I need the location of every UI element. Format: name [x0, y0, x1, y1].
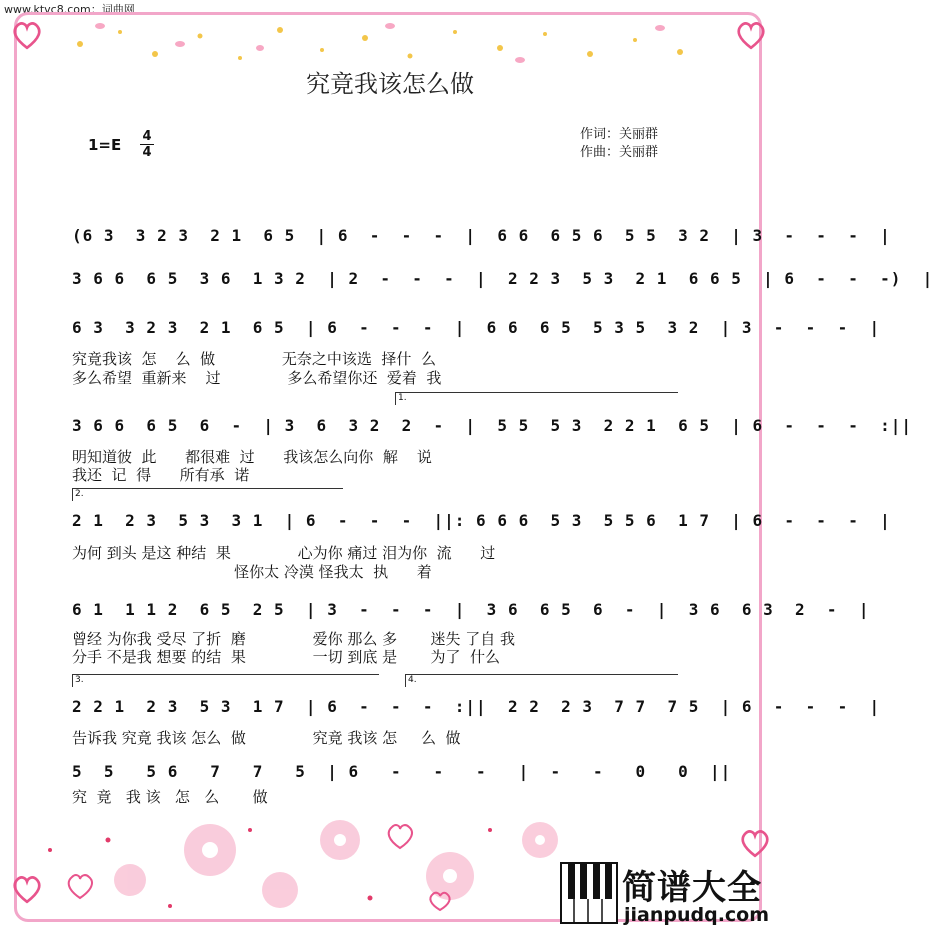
logo-url: jianpudq.com [624, 904, 770, 926]
time-signature [140, 130, 154, 159]
volta-bracket: 3. [72, 674, 379, 687]
notes-line: 2 1 2 3 5 3 3 1 | 6 - - - ||: 6 6 6 5 3 5 5 6 1 7 | 6 - - - | [72, 511, 891, 530]
notes-line: 3 6 6 6 5 3 6 1 3 2 | 2 - - - | 2 2 3 5 3 2 1 6 6 5 | 6 - - -) | [72, 269, 933, 288]
lyric-line: 究 竟 我 该 怎 么 做 [72, 788, 268, 806]
lyricist-credit: 作词：关丽群 [580, 127, 659, 142]
composer-credit: 作曲：关丽群 [580, 145, 659, 160]
lyric-line: 分手 不是我 想要 的结 果 一切 到底 是 为了 什么 [72, 648, 501, 666]
heart-icon [10, 18, 44, 52]
notes-line: 2 2 1 2 3 5 3 1 7 | 6 - - - :|| 2 2 2 3 7 7 7 5 | 6 - - - | [72, 697, 881, 716]
site-logo [560, 858, 778, 928]
lyric-line: 我还 记 得 所有承 诺 [72, 466, 250, 484]
heart-icon [738, 826, 772, 860]
lyric-line: 为何 到头 是这 种结 果 心为你 痛过 泪为你 流 过 [72, 544, 496, 562]
song-title: 究竟我该怎么做 [306, 70, 474, 98]
credits [580, 126, 658, 162]
time-signature-top: 4 [142, 129, 152, 144]
key-signature: 1=E [88, 136, 122, 154]
lyric-line: 多么希望 重新来 过 多么希望你还 爱着 我 [72, 369, 442, 387]
volta-bracket: 4. [405, 674, 678, 687]
piano-icon [560, 862, 618, 924]
lyric-line: 究竟我该 怎 么 做 无奈之中该选 择什 么 [72, 350, 436, 368]
lyric-line: 怪你太 冷漠 怪我太 执 着 [72, 563, 432, 581]
notes-line: 3 6 6 6 5 6 - | 3 6 3 2 2 - | 5 5 5 3 2 2 1 6 5 | 6 - - - :|| [72, 416, 912, 435]
heart-icon [734, 18, 768, 52]
notes-line: 6 1 1 1 2 6 5 2 5 | 3 - - - | 3 6 6 5 6 - | 3 6 6 3 2 - | [72, 600, 870, 619]
notes-line: 6 3 3 2 3 2 1 6 5 | 6 - - - | 6 6 6 5 5 3 5 3 2 | 3 - - - | [72, 318, 881, 337]
watermark-site: www.ktvc8.com：词曲网 [4, 3, 135, 16]
time-signature-bottom: 4 [142, 145, 152, 160]
floral-decoration [20, 810, 560, 920]
notes-line: 5 5 5 6 7 7 5 | 6 - - - | - - 0 0 || [72, 762, 732, 781]
logo-title: 简谱大全 [622, 868, 762, 908]
volta-bracket: 2. [72, 488, 343, 501]
lyric-line: 明知道彼 此 都很难 过 我该怎么向你 解 说 [72, 448, 432, 466]
lyric-line: 曾经 为你我 受尽 了折 磨 爱你 那么 多 迷失 了自 我 [72, 630, 516, 648]
lyric-line: 告诉我 究竟 我该 怎么 做 究竟 我该 怎 么 做 [72, 729, 461, 747]
notes-line: (6 3 3 2 3 2 1 6 5 | 6 - - - | 6 6 6 5 6 5 5 3 2 | 3 - - - | [72, 226, 891, 245]
volta-bracket: 1. [395, 392, 678, 405]
